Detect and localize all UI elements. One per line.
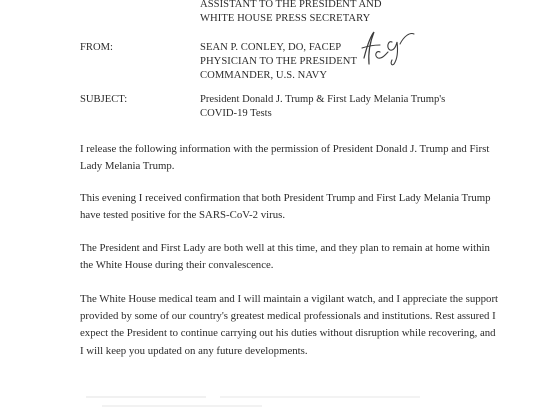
- body-line: I release the following information with the permission of President Donald J. Trump and First: [80, 143, 490, 155]
- subject-line1: President Donald J. Trump & First Lady Melania Trump's: [200, 94, 446, 105]
- subject-label: SUBJECT:: [80, 94, 128, 105]
- body-line: The White House medical team and I will maintain a vigilant watch, and I appreciate the support: [80, 293, 499, 305]
- to-title-line2: WHITE HOUSE PRESS SECRETARY: [200, 13, 371, 24]
- from-label: FROM:: [80, 42, 113, 53]
- body-paragraph-3: [80, 240, 490, 274]
- body-line: provided by some of our country's greatest medical professionals and institutions. Rest assured I: [80, 310, 496, 323]
- body-line: This evening I received confirmation that both President Trump and First Lady Melania Trump: [80, 192, 491, 204]
- body-line: I will keep you updated on any future developments.: [80, 344, 308, 357]
- from-rank: COMMANDER, U.S. NAVY: [200, 70, 328, 81]
- subject-line2: COVID-19 Tests: [200, 108, 272, 119]
- body-line: The President and First Lady are both well at this time, and they plan to remain at home within: [80, 242, 490, 254]
- from-title: PHYSICIAN TO THE PRESIDENT: [200, 56, 357, 67]
- body-line: Lady Melania Trump.: [80, 160, 175, 173]
- body-paragraph-4: [80, 291, 499, 360]
- body-line: expect the President to continue carrying out his duties without disruption while recovering, and: [80, 327, 496, 340]
- to-title-line1: ASSISTANT TO THE PRESIDENT AND: [200, 0, 382, 10]
- body-line: have tested positive for the SARS-CoV-2 virus.: [80, 209, 286, 222]
- from-name: SEAN P. CONLEY, DO, FACEP: [200, 42, 342, 53]
- body-line: the White House during their convalescence.: [80, 259, 274, 272]
- faint-bleedthrough-text: [80, 392, 480, 412]
- body-paragraph-1: [80, 141, 490, 175]
- signature-initials: [358, 28, 420, 68]
- body-paragraph-2: [80, 190, 491, 224]
